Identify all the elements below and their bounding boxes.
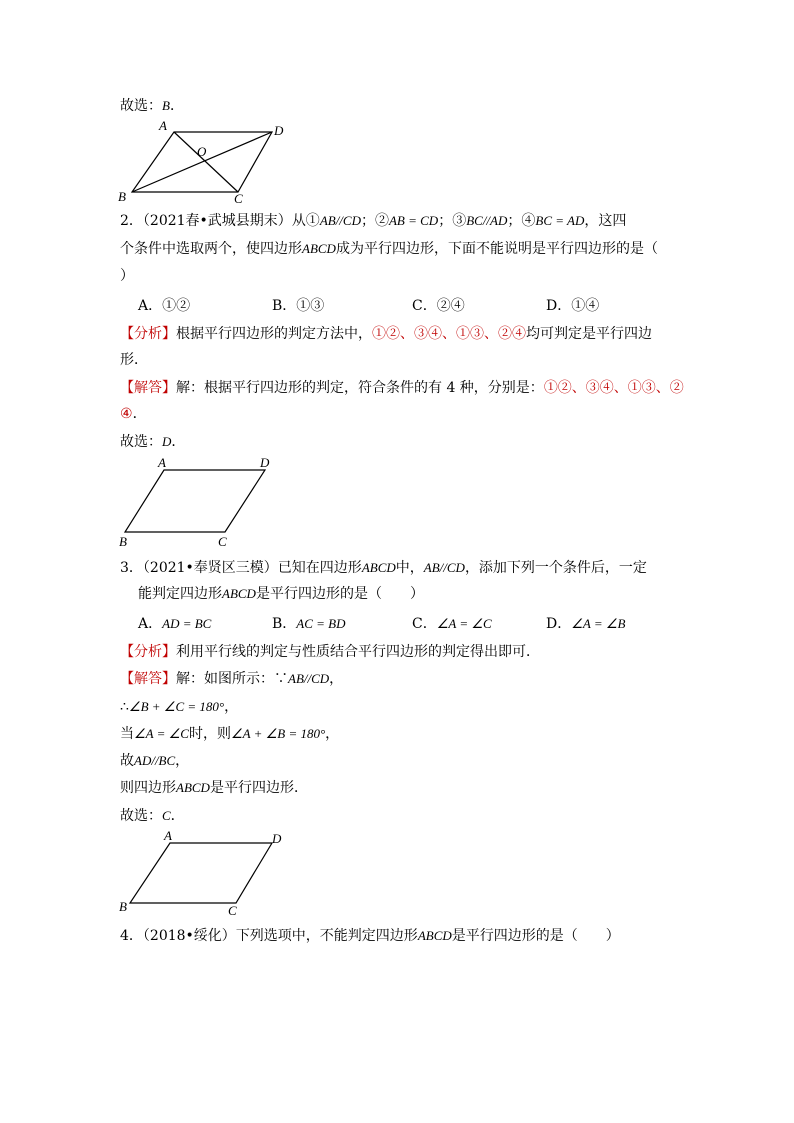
q2-sep: ；④ xyxy=(507,213,536,229)
solution-highlight: ④ xyxy=(120,406,133,422)
q3-answer-line xyxy=(120,806,185,826)
answer-value: D xyxy=(162,434,172,449)
q2-stem-line-1 xyxy=(120,211,626,231)
analysis-text: 根据平行四边形的判定方法中， xyxy=(176,326,372,342)
q2-option-d[interactable] xyxy=(546,296,599,316)
q3-option-b[interactable] xyxy=(272,614,346,634)
q2-text: 个条件中选取两个，使四边形 xyxy=(120,241,302,257)
q3-text: 是平行四边形的是（ ） xyxy=(255,586,424,602)
q2-solution-line-1 xyxy=(120,378,684,398)
q4-stem-line xyxy=(120,926,620,946)
option-text: ①④ xyxy=(571,298,600,314)
q2-text: 成为平行四边形，下面不能说明是平行四边形的是（ xyxy=(335,241,658,257)
solution-text: 解：根据平行四边形的判定，符合条件的有 4 种，分别是： xyxy=(176,380,544,396)
solution-text: 则四边形 xyxy=(120,780,176,796)
q2-text: 从① xyxy=(291,213,320,229)
answer-prefix: 故选： xyxy=(120,434,162,450)
q3-solution-line-5 xyxy=(120,778,308,798)
q2-text: ） xyxy=(120,268,134,284)
solution-text: 是平行四边形． xyxy=(209,780,308,796)
parallelogram-figure-3 xyxy=(110,826,300,920)
q2-sep: ；③ xyxy=(438,213,467,229)
option-label: D． xyxy=(546,616,572,632)
q2-analysis-line-2 xyxy=(120,350,148,370)
q3-parallel: AB//CD xyxy=(423,560,465,575)
answer-suffix: ． xyxy=(169,98,184,114)
q3-solution-line-4 xyxy=(120,751,189,771)
q2-stem-line-2 xyxy=(120,239,658,259)
analysis-tag: 【分析】 xyxy=(120,644,176,660)
option-label: B． xyxy=(272,616,297,632)
q4-text: 是平行四边形的是（ ） xyxy=(451,928,620,944)
diagonal-ac xyxy=(174,132,238,192)
label-c: C xyxy=(234,191,243,206)
q2-text: ，这四 xyxy=(584,213,627,229)
option-text: ∠A = ∠B xyxy=(571,616,626,631)
label-c: C xyxy=(218,534,227,549)
solution-math: ∠A = ∠C xyxy=(134,726,189,741)
solution-text: ， xyxy=(224,699,239,715)
solution-tag: 【解答】 xyxy=(120,671,176,687)
option-text: ①③ xyxy=(296,298,325,314)
answer-suffix: ． xyxy=(171,434,186,450)
option-label: C． xyxy=(412,616,437,632)
because-symbol: ∵ xyxy=(274,671,288,687)
q2-option-b[interactable] xyxy=(272,296,324,316)
answer-prefix: 故选： xyxy=(120,808,162,824)
parallelogram-figure-1 xyxy=(110,118,310,204)
q3-stem-line-1 xyxy=(120,558,647,578)
q3-solution-line-1 xyxy=(120,669,343,689)
analysis-text: 利用平行线的判定与性质结合平行四边形的判定得出即可． xyxy=(176,644,540,660)
option-text: ∠A = ∠C xyxy=(436,616,492,631)
q3-text: 已知在四边形 xyxy=(277,560,362,576)
answer-prefix: 故选： xyxy=(120,98,162,114)
solution-text: ． xyxy=(132,406,147,422)
q2-solution-line-2 xyxy=(120,404,147,424)
q4-text: 下列选项中，不能判定四边形 xyxy=(235,928,418,944)
solution-math: AD//BC xyxy=(134,753,176,768)
q3-option-d[interactable] xyxy=(546,614,625,634)
label-b: B xyxy=(119,534,127,549)
option-label: C． xyxy=(412,298,437,314)
option-label: D． xyxy=(546,298,572,314)
label-c: C xyxy=(228,903,237,918)
q2-number: 2． xyxy=(120,213,143,229)
q2-option-c[interactable] xyxy=(412,296,465,316)
solution-text: ， xyxy=(175,753,190,769)
label-b: B xyxy=(118,189,126,204)
label-d: D xyxy=(260,455,270,470)
label-a: A xyxy=(159,118,167,133)
therefore-symbol: ∴ xyxy=(120,699,129,715)
solution-math: AB//CD xyxy=(288,671,330,686)
q2-condition-2: AB = CD xyxy=(388,213,439,228)
q3-quad-name: ABCD xyxy=(361,560,396,575)
solution-math: ∠B + ∠C = 180° xyxy=(128,699,225,714)
analysis-highlight: ①②、③④、①③、②④ xyxy=(372,326,526,342)
label-b: B xyxy=(119,899,127,914)
q4-source: （2018•绥化） xyxy=(142,928,236,944)
option-label: B． xyxy=(272,298,297,314)
label-d: D xyxy=(272,831,282,846)
q3-source: （2021•奉贤区三模） xyxy=(142,560,278,576)
label-a: A xyxy=(158,455,166,470)
q2-condition-1: AB//CD xyxy=(319,213,361,228)
q3-solution-line-3 xyxy=(120,724,339,744)
q4-quad-name: ABCD xyxy=(417,928,452,943)
solution-text: 当 xyxy=(120,726,134,742)
option-text: AD = BC xyxy=(162,616,212,631)
q3-solution-line-2 xyxy=(120,697,238,717)
label-d: D xyxy=(274,123,284,138)
q2-analysis-line-1 xyxy=(120,324,652,344)
answer-value: B xyxy=(162,98,170,113)
q3-quad-name: ABCD xyxy=(222,586,256,601)
solution-text: 故 xyxy=(120,753,134,769)
q2-condition-3: BC//AD xyxy=(466,213,508,228)
solution-text: 时，则 xyxy=(188,726,231,742)
parallelogram-outline xyxy=(125,470,265,532)
q3-number: 3． xyxy=(120,560,143,576)
parallelogram-outline xyxy=(130,843,272,903)
answer-value: C xyxy=(162,808,171,823)
solution-text: ， xyxy=(329,671,344,687)
q2-option-a[interactable] xyxy=(138,296,190,316)
q2-answer-line xyxy=(120,432,185,452)
option-text: ①② xyxy=(162,298,191,314)
option-text: ②④ xyxy=(436,298,465,314)
analysis-text: 均可判定是平行四边 xyxy=(526,326,652,342)
label-a: A xyxy=(164,828,172,843)
q3-option-a[interactable] xyxy=(138,614,211,634)
q4-number: 4． xyxy=(120,928,143,944)
q3-analysis-line xyxy=(120,642,540,662)
solution-text: 解：如图所示： xyxy=(176,671,274,687)
q2-source: （2021春•武城县期末） xyxy=(142,213,292,229)
q2-stem-line-3 xyxy=(120,266,134,286)
label-o: O xyxy=(197,144,207,159)
answer-line-1 xyxy=(120,96,184,116)
q2-sep: ；② xyxy=(360,213,389,229)
answer-suffix: ． xyxy=(170,808,185,824)
q3-text: 中， xyxy=(395,560,424,576)
option-label: A． xyxy=(138,616,163,632)
q2-condition-4: BC = AD xyxy=(535,213,585,228)
option-label: A． xyxy=(138,298,163,314)
solution-tag: 【解答】 xyxy=(120,380,176,396)
q3-text: ，添加下列一个条件后，一定 xyxy=(464,560,647,576)
parallelogram-figure-2 xyxy=(110,455,290,551)
q3-stem-line-2 xyxy=(138,584,424,604)
q2-quad-name: ABCD xyxy=(302,241,336,256)
analysis-tag: 【分析】 xyxy=(120,326,176,342)
solution-text: ， xyxy=(325,726,340,742)
solution-math: ∠A + ∠B = 180° xyxy=(230,726,326,741)
q3-option-c[interactable] xyxy=(412,614,492,634)
q3-text: 能判定四边形 xyxy=(138,586,222,602)
option-text: AC = BD xyxy=(296,616,346,631)
solution-highlight: ①②、③④、①③、② xyxy=(543,380,684,396)
solution-math: ABCD xyxy=(176,780,210,795)
analysis-text: 形． xyxy=(120,352,148,368)
